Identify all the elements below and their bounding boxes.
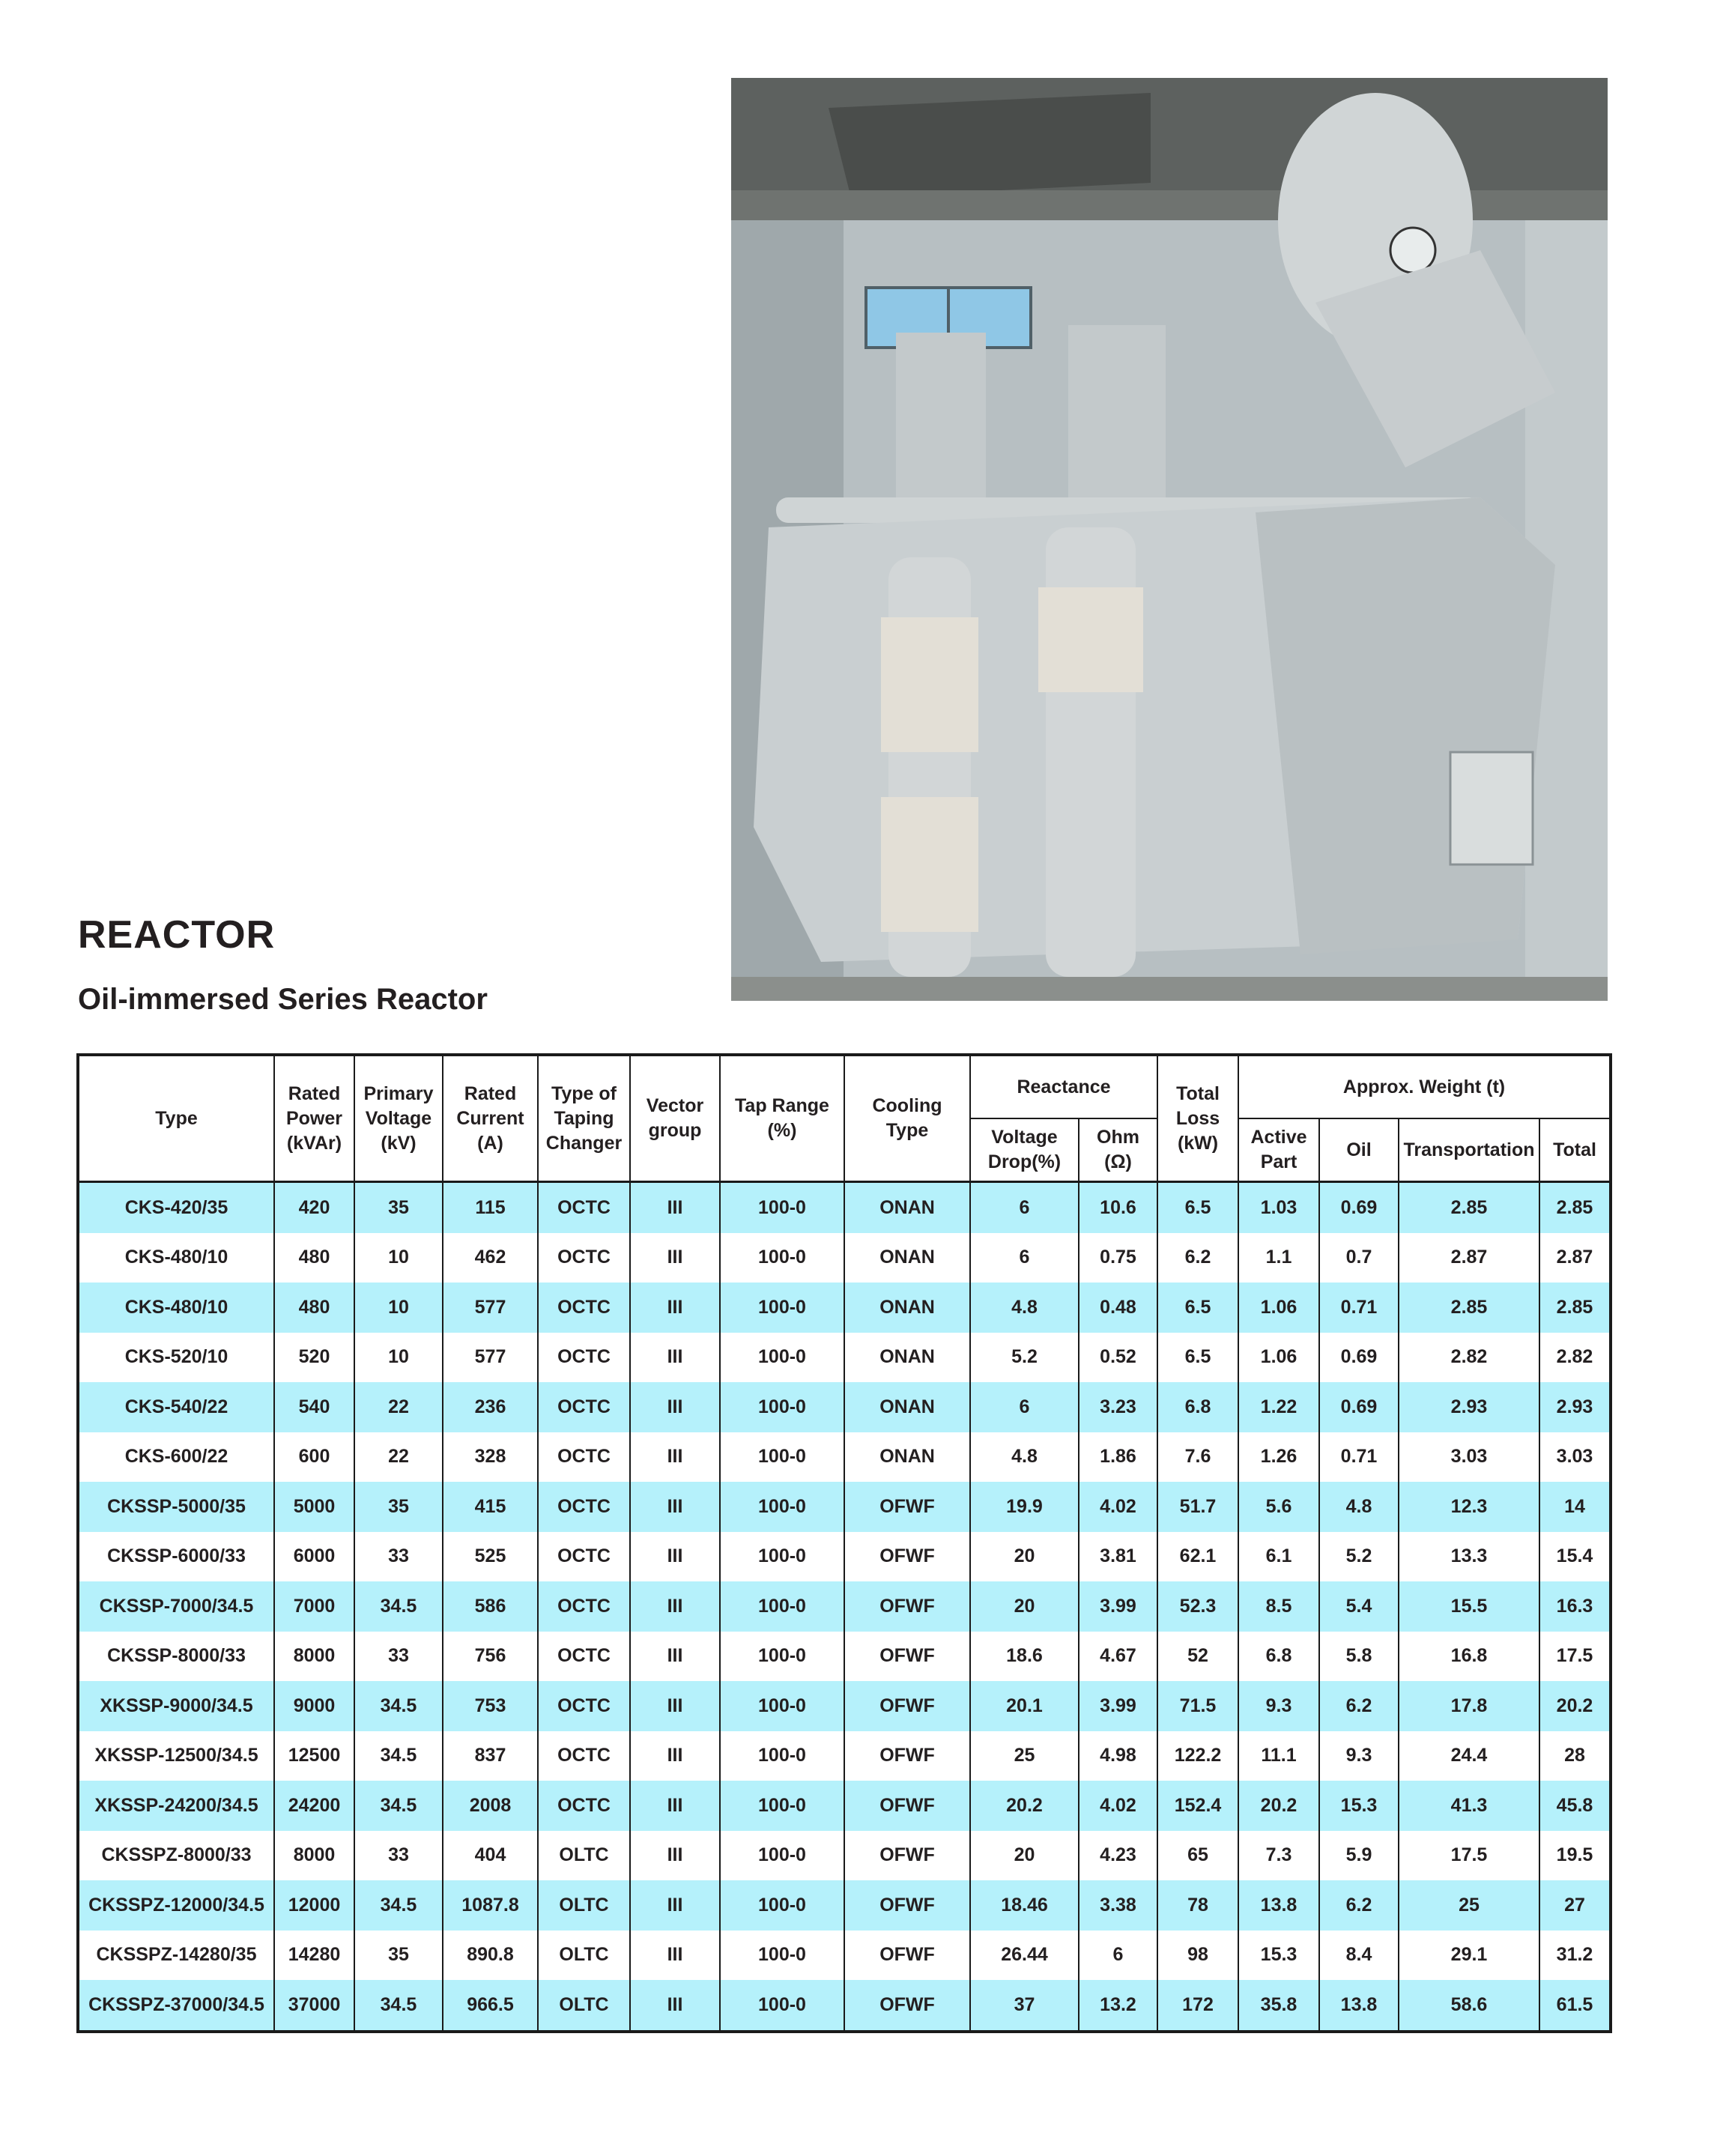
cell-rated-current: 837 [443, 1731, 538, 1781]
table-row [78, 1432, 1611, 1483]
cell-taping-changer: OCTC [538, 1382, 630, 1432]
cell-ohm: 3.23 [1079, 1382, 1157, 1432]
cell-primary-voltage: 33 [354, 1831, 443, 1881]
cell-oil: 6.2 [1319, 1880, 1399, 1931]
table-row [78, 1382, 1611, 1432]
cell-active-part: 6.1 [1238, 1532, 1319, 1582]
cell-total: 17.5 [1539, 1632, 1611, 1682]
cell-taping-changer: OLTC [538, 1880, 630, 1931]
header-tap-range: Tap Range (%) [720, 1055, 844, 1182]
header-total-loss: Total Loss (kW) [1157, 1055, 1238, 1182]
cell-vector-group: III [630, 1880, 720, 1931]
cell-active-part: 9.3 [1238, 1681, 1319, 1731]
cell-oil: 0.69 [1319, 1333, 1399, 1383]
cell-rated-power: 520 [274, 1333, 354, 1383]
cell-taping-changer: OCTC [538, 1233, 630, 1283]
cell-tap-range: 100-0 [720, 1233, 844, 1283]
cell-ohm: 4.23 [1079, 1831, 1157, 1881]
cell-rated-power: 24200 [274, 1781, 354, 1831]
cell-vector-group: III [630, 1831, 720, 1881]
header-primary-voltage: Primary Voltage (kV) [354, 1055, 443, 1182]
table-row [78, 1731, 1611, 1781]
cell-taping-changer: OCTC [538, 1532, 630, 1582]
cell-taping-changer: OCTC [538, 1482, 630, 1532]
cell-type: CKS-480/10 [78, 1233, 274, 1283]
cell-total: 19.5 [1539, 1831, 1611, 1881]
cell-ohm: 0.75 [1079, 1233, 1157, 1283]
cell-total: 20.2 [1539, 1681, 1611, 1731]
cell-voltage-drop: 4.8 [970, 1432, 1079, 1483]
cell-active-part: 7.3 [1238, 1831, 1319, 1881]
cell-cooling-type: OFWF [844, 1581, 970, 1632]
cell-total-loss: 51.7 [1157, 1482, 1238, 1532]
cell-voltage-drop: 20 [970, 1581, 1079, 1632]
cell-primary-voltage: 34.5 [354, 1731, 443, 1781]
cell-rated-current: 890.8 [443, 1931, 538, 1981]
header-rated-current: Rated Current (A) [443, 1055, 538, 1182]
cell-rated-current: 525 [443, 1532, 538, 1582]
cell-taping-changer: OCTC [538, 1731, 630, 1781]
cell-rated-power: 540 [274, 1382, 354, 1432]
cell-oil: 0.71 [1319, 1432, 1399, 1483]
cell-transportation: 12.3 [1399, 1482, 1539, 1532]
cell-oil: 13.8 [1319, 1980, 1399, 2032]
header-reactance: Reactance [970, 1055, 1157, 1118]
cell-total: 2.85 [1539, 1182, 1611, 1233]
cell-vector-group: III [630, 1382, 720, 1432]
cell-primary-voltage: 34.5 [354, 1781, 443, 1831]
table-row [78, 1283, 1611, 1333]
cell-transportation: 17.5 [1399, 1831, 1539, 1881]
cell-taping-changer: OCTC [538, 1283, 630, 1333]
cell-ohm: 4.02 [1079, 1781, 1157, 1831]
cell-rated-power: 480 [274, 1233, 354, 1283]
cell-type: CKS-540/22 [78, 1382, 274, 1432]
cell-primary-voltage: 10 [354, 1333, 443, 1383]
header-cooling-type: Cooling Type [844, 1055, 970, 1182]
cell-rated-current: 966.5 [443, 1980, 538, 2032]
cell-rated-power: 12000 [274, 1880, 354, 1931]
cell-taping-changer: OCTC [538, 1432, 630, 1483]
cell-active-part: 11.1 [1238, 1731, 1319, 1781]
cell-tap-range: 100-0 [720, 1681, 844, 1731]
cell-voltage-drop: 6 [970, 1382, 1079, 1432]
cell-transportation: 2.85 [1399, 1182, 1539, 1233]
cell-transportation: 41.3 [1399, 1781, 1539, 1831]
cell-voltage-drop: 20.2 [970, 1781, 1079, 1831]
cell-transportation: 25 [1399, 1880, 1539, 1931]
cell-tap-range: 100-0 [720, 1781, 844, 1831]
cell-ohm: 0.52 [1079, 1333, 1157, 1383]
cell-rated-power: 9000 [274, 1681, 354, 1731]
reactor-photo [731, 78, 1608, 1001]
cell-oil: 6.2 [1319, 1681, 1399, 1731]
cell-primary-voltage: 33 [354, 1532, 443, 1582]
cell-rated-power: 37000 [274, 1980, 354, 2032]
table-row [78, 1980, 1611, 2032]
page-subtitle: Oil-immersed Series Reactor [78, 983, 488, 1016]
cell-type: XKSSP-12500/34.5 [78, 1731, 274, 1781]
cell-voltage-drop: 19.9 [970, 1482, 1079, 1532]
cell-rated-current: 236 [443, 1382, 538, 1432]
cell-ohm: 4.67 [1079, 1632, 1157, 1682]
table-row [78, 1831, 1611, 1881]
cell-oil: 5.4 [1319, 1581, 1399, 1632]
cell-voltage-drop: 25 [970, 1731, 1079, 1781]
cell-type: CKSSP-5000/35 [78, 1482, 274, 1532]
cell-rated-power: 8000 [274, 1632, 354, 1682]
cell-active-part: 5.6 [1238, 1482, 1319, 1532]
cell-rated-power: 14280 [274, 1931, 354, 1981]
cell-voltage-drop: 37 [970, 1980, 1079, 2032]
cell-total-loss: 6.5 [1157, 1283, 1238, 1333]
cell-total-loss: 152.4 [1157, 1781, 1238, 1831]
cell-vector-group: III [630, 1581, 720, 1632]
cell-primary-voltage: 33 [354, 1632, 443, 1682]
cell-vector-group: III [630, 1980, 720, 2032]
table-row [78, 1681, 1611, 1731]
cell-voltage-drop: 18.6 [970, 1632, 1079, 1682]
cell-tap-range: 100-0 [720, 1632, 844, 1682]
cell-rated-current: 462 [443, 1233, 538, 1283]
cell-rated-current: 2008 [443, 1781, 538, 1831]
cell-active-part: 6.8 [1238, 1632, 1319, 1682]
table-row [78, 1880, 1611, 1931]
cell-total: 14 [1539, 1482, 1611, 1532]
cell-vector-group: III [630, 1532, 720, 1582]
cell-tap-range: 100-0 [720, 1333, 844, 1383]
cell-transportation: 29.1 [1399, 1931, 1539, 1981]
cell-vector-group: III [630, 1482, 720, 1532]
cell-total: 2.87 [1539, 1233, 1611, 1283]
cell-rated-current: 586 [443, 1581, 538, 1632]
cell-cooling-type: ONAN [844, 1432, 970, 1483]
cell-primary-voltage: 34.5 [354, 1880, 443, 1931]
cell-vector-group: III [630, 1432, 720, 1483]
cell-cooling-type: OFWF [844, 1980, 970, 2032]
cell-primary-voltage: 35 [354, 1182, 443, 1233]
cell-total-loss: 6.5 [1157, 1333, 1238, 1383]
cell-active-part: 1.22 [1238, 1382, 1319, 1432]
table-row [78, 1581, 1611, 1632]
cell-total: 31.2 [1539, 1931, 1611, 1981]
cell-type: CKSSPZ-8000/33 [78, 1831, 274, 1881]
cell-tap-range: 100-0 [720, 1880, 844, 1931]
cell-ohm: 3.38 [1079, 1880, 1157, 1931]
cell-total-loss: 6.5 [1157, 1182, 1238, 1233]
cell-transportation: 15.5 [1399, 1581, 1539, 1632]
cell-active-part: 1.1 [1238, 1233, 1319, 1283]
cell-vector-group: III [630, 1283, 720, 1333]
cell-taping-changer: OCTC [538, 1333, 630, 1383]
cell-taping-changer: OCTC [538, 1581, 630, 1632]
cell-rated-power: 480 [274, 1283, 354, 1333]
cell-ohm: 6 [1079, 1931, 1157, 1981]
cell-tap-range: 100-0 [720, 1731, 844, 1781]
cell-total-loss: 122.2 [1157, 1731, 1238, 1781]
header-active-part: Active Part [1238, 1118, 1319, 1182]
cell-cooling-type: OFWF [844, 1831, 970, 1881]
cell-ohm: 3.99 [1079, 1581, 1157, 1632]
cell-cooling-type: ONAN [844, 1333, 970, 1383]
cell-rated-power: 6000 [274, 1532, 354, 1582]
table-row [78, 1482, 1611, 1532]
header-taping-changer: Type of Taping Changer [538, 1055, 630, 1182]
cell-taping-changer: OCTC [538, 1182, 630, 1233]
cell-type: CKSSPZ-14280/35 [78, 1931, 274, 1981]
cell-taping-changer: OLTC [538, 1980, 630, 2032]
cell-total-loss: 7.6 [1157, 1432, 1238, 1483]
cell-total: 45.8 [1539, 1781, 1611, 1831]
cell-tap-range: 100-0 [720, 1532, 844, 1582]
cell-taping-changer: OCTC [538, 1632, 630, 1682]
cell-vector-group: III [630, 1681, 720, 1731]
cell-ohm: 0.48 [1079, 1283, 1157, 1333]
cell-ohm: 10.6 [1079, 1182, 1157, 1233]
cell-tap-range: 100-0 [720, 1382, 844, 1432]
cell-total-loss: 52 [1157, 1632, 1238, 1682]
cell-type: CKSSPZ-12000/34.5 [78, 1880, 274, 1931]
cell-total: 16.3 [1539, 1581, 1611, 1632]
cell-voltage-drop: 5.2 [970, 1333, 1079, 1383]
cell-active-part: 35.8 [1238, 1980, 1319, 2032]
cell-voltage-drop: 20.1 [970, 1681, 1079, 1731]
specification-table [76, 1053, 1612, 2033]
cell-tap-range: 100-0 [720, 1931, 844, 1981]
cell-tap-range: 100-0 [720, 1831, 844, 1881]
cell-type: CKS-420/35 [78, 1182, 274, 1233]
cell-transportation: 2.87 [1399, 1233, 1539, 1283]
cell-rated-power: 600 [274, 1432, 354, 1483]
cell-primary-voltage: 34.5 [354, 1581, 443, 1632]
cell-total-loss: 65 [1157, 1831, 1238, 1881]
cell-total: 2.82 [1539, 1333, 1611, 1383]
cell-rated-current: 415 [443, 1482, 538, 1532]
cell-ohm: 4.98 [1079, 1731, 1157, 1781]
cell-total: 2.85 [1539, 1283, 1611, 1333]
cell-voltage-drop: 18.46 [970, 1880, 1079, 1931]
cell-primary-voltage: 22 [354, 1432, 443, 1483]
cell-primary-voltage: 10 [354, 1283, 443, 1333]
cell-voltage-drop: 20 [970, 1831, 1079, 1881]
cell-total: 61.5 [1539, 1980, 1611, 2032]
cell-taping-changer: OLTC [538, 1931, 630, 1981]
cell-tap-range: 100-0 [720, 1482, 844, 1532]
cell-rated-power: 5000 [274, 1482, 354, 1532]
cell-vector-group: III [630, 1233, 720, 1283]
header-oil: Oil [1319, 1118, 1399, 1182]
cell-tap-range: 100-0 [720, 1283, 844, 1333]
cell-vector-group: III [630, 1632, 720, 1682]
cell-primary-voltage: 34.5 [354, 1980, 443, 2032]
cell-cooling-type: ONAN [844, 1283, 970, 1333]
cell-cooling-type: OFWF [844, 1632, 970, 1682]
cell-cooling-type: ONAN [844, 1233, 970, 1283]
cell-oil: 5.9 [1319, 1831, 1399, 1881]
cell-rated-current: 115 [443, 1182, 538, 1233]
cell-total-loss: 6.2 [1157, 1233, 1238, 1283]
cell-rated-power: 8000 [274, 1831, 354, 1881]
cell-rated-current: 577 [443, 1333, 538, 1383]
cell-transportation: 2.93 [1399, 1382, 1539, 1432]
table-row [78, 1632, 1611, 1682]
header-total: Total [1539, 1118, 1611, 1182]
cell-oil: 0.71 [1319, 1283, 1399, 1333]
cell-type: CKSSP-7000/34.5 [78, 1581, 274, 1632]
cell-cooling-type: OFWF [844, 1482, 970, 1532]
cell-active-part: 1.06 [1238, 1333, 1319, 1383]
cell-cooling-type: ONAN [844, 1182, 970, 1233]
cell-voltage-drop: 20 [970, 1532, 1079, 1582]
cell-active-part: 8.5 [1238, 1581, 1319, 1632]
cell-cooling-type: OFWF [844, 1532, 970, 1582]
cell-primary-voltage: 10 [354, 1233, 443, 1283]
cell-total: 2.93 [1539, 1382, 1611, 1432]
cell-voltage-drop: 4.8 [970, 1283, 1079, 1333]
cell-total: 3.03 [1539, 1432, 1611, 1483]
cell-voltage-drop: 26.44 [970, 1931, 1079, 1981]
cell-active-part: 20.2 [1238, 1781, 1319, 1831]
cell-vector-group: III [630, 1931, 720, 1981]
cell-oil: 9.3 [1319, 1731, 1399, 1781]
cell-transportation: 16.8 [1399, 1632, 1539, 1682]
cell-rated-power: 420 [274, 1182, 354, 1233]
header-vector-group: Vector group [630, 1055, 720, 1182]
cell-transportation: 24.4 [1399, 1731, 1539, 1781]
cell-primary-voltage: 35 [354, 1931, 443, 1981]
header-type: Type [78, 1055, 274, 1182]
cell-ohm: 4.02 [1079, 1482, 1157, 1532]
cell-tap-range: 100-0 [720, 1432, 844, 1483]
cell-transportation: 3.03 [1399, 1432, 1539, 1483]
cell-type: CKSSPZ-37000/34.5 [78, 1980, 274, 2032]
cell-active-part: 1.03 [1238, 1182, 1319, 1233]
cell-transportation: 2.85 [1399, 1283, 1539, 1333]
table-row [78, 1931, 1611, 1981]
cell-tap-range: 100-0 [720, 1581, 844, 1632]
cell-total: 15.4 [1539, 1532, 1611, 1582]
cell-type: CKSSP-6000/33 [78, 1532, 274, 1582]
cell-voltage-drop: 6 [970, 1233, 1079, 1283]
cell-total-loss: 6.8 [1157, 1382, 1238, 1432]
cell-rated-power: 12500 [274, 1731, 354, 1781]
cell-rated-current: 577 [443, 1283, 538, 1333]
cell-tap-range: 100-0 [720, 1980, 844, 2032]
cell-cooling-type: OFWF [844, 1731, 970, 1781]
cell-oil: 0.69 [1319, 1382, 1399, 1432]
cell-oil: 0.69 [1319, 1182, 1399, 1233]
table-row [78, 1233, 1611, 1283]
header-rated-power: Rated Power (kVAr) [274, 1055, 354, 1182]
cell-type: CKS-520/10 [78, 1333, 274, 1383]
cell-vector-group: III [630, 1182, 720, 1233]
cell-oil: 8.4 [1319, 1931, 1399, 1981]
cell-total-loss: 71.5 [1157, 1681, 1238, 1731]
cell-taping-changer: OCTC [538, 1781, 630, 1831]
cell-type: XKSSP-9000/34.5 [78, 1681, 274, 1731]
cell-rated-current: 1087.8 [443, 1880, 538, 1931]
cell-total-loss: 98 [1157, 1931, 1238, 1981]
cell-rated-current: 756 [443, 1632, 538, 1682]
header-weight: Approx. Weight (t) [1238, 1055, 1611, 1118]
cell-active-part: 1.26 [1238, 1432, 1319, 1483]
reactor-illustration [731, 78, 1608, 1001]
header-voltage-drop: Voltage Drop(%) [970, 1118, 1079, 1182]
cell-active-part: 13.8 [1238, 1880, 1319, 1931]
header-transportation: Transportation [1399, 1118, 1539, 1182]
cell-type: CKSSP-8000/33 [78, 1632, 274, 1682]
cell-cooling-type: OFWF [844, 1781, 970, 1831]
cell-total: 27 [1539, 1880, 1611, 1931]
cell-oil: 0.7 [1319, 1233, 1399, 1283]
cell-type: XKSSP-24200/34.5 [78, 1781, 274, 1831]
cell-oil: 15.3 [1319, 1781, 1399, 1831]
cell-transportation: 58.6 [1399, 1980, 1539, 2032]
table-row [78, 1781, 1611, 1831]
cell-active-part: 15.3 [1238, 1931, 1319, 1981]
cell-oil: 5.2 [1319, 1532, 1399, 1582]
table-row [78, 1532, 1611, 1582]
cell-rated-current: 753 [443, 1681, 538, 1731]
cell-type: CKS-480/10 [78, 1283, 274, 1333]
cell-transportation: 2.82 [1399, 1333, 1539, 1383]
cell-total-loss: 172 [1157, 1980, 1238, 2032]
cell-total-loss: 52.3 [1157, 1581, 1238, 1632]
cell-vector-group: III [630, 1781, 720, 1831]
header-ohm: Ohm (Ω) [1079, 1118, 1157, 1182]
table-body [78, 1182, 1611, 2032]
cell-cooling-type: ONAN [844, 1382, 970, 1432]
cell-primary-voltage: 35 [354, 1482, 443, 1532]
table-row [78, 1333, 1611, 1383]
table-header [78, 1055, 1611, 1182]
table-row [78, 1182, 1611, 1233]
cell-oil: 4.8 [1319, 1482, 1399, 1532]
cell-vector-group: III [630, 1333, 720, 1383]
cell-oil: 5.8 [1319, 1632, 1399, 1682]
cell-total-loss: 62.1 [1157, 1532, 1238, 1582]
cell-rated-power: 7000 [274, 1581, 354, 1632]
cell-total: 28 [1539, 1731, 1611, 1781]
cell-ohm: 13.2 [1079, 1980, 1157, 2032]
cell-rated-current: 404 [443, 1831, 538, 1881]
cell-cooling-type: OFWF [844, 1880, 970, 1931]
cell-type: CKS-600/22 [78, 1432, 274, 1483]
cell-rated-current: 328 [443, 1432, 538, 1483]
cell-ohm: 3.81 [1079, 1532, 1157, 1582]
cell-vector-group: III [630, 1731, 720, 1781]
cell-tap-range: 100-0 [720, 1182, 844, 1233]
page-title: REACTOR [78, 913, 276, 957]
cell-total-loss: 78 [1157, 1880, 1238, 1931]
cell-cooling-type: OFWF [844, 1931, 970, 1981]
cell-ohm: 3.99 [1079, 1681, 1157, 1731]
cell-primary-voltage: 22 [354, 1382, 443, 1432]
cell-transportation: 17.8 [1399, 1681, 1539, 1731]
cell-voltage-drop: 6 [970, 1182, 1079, 1233]
cell-active-part: 1.06 [1238, 1283, 1319, 1333]
cell-ohm: 1.86 [1079, 1432, 1157, 1483]
cell-taping-changer: OCTC [538, 1681, 630, 1731]
cell-primary-voltage: 34.5 [354, 1681, 443, 1731]
cell-cooling-type: OFWF [844, 1681, 970, 1731]
cell-transportation: 13.3 [1399, 1532, 1539, 1582]
cell-taping-changer: OLTC [538, 1831, 630, 1881]
